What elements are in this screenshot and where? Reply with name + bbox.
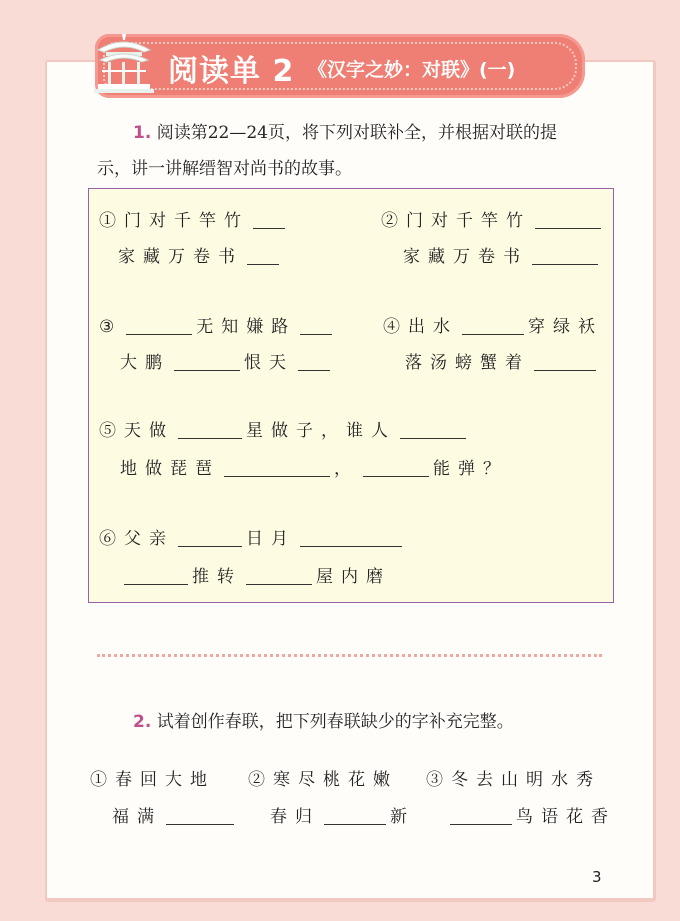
couplet-2-upper <box>381 206 605 231</box>
page-subtitle: 《汉字之妙：对联》(一) <box>308 59 516 81</box>
spring-3-lower-end: 鸟语花香 <box>516 807 616 827</box>
blank[interactable] <box>534 353 596 371</box>
couplet-6-upper <box>99 524 406 549</box>
couplet-6-upper-mid: 日月 <box>246 529 296 549</box>
question-2 <box>133 707 514 732</box>
blank[interactable] <box>462 317 524 335</box>
couplet-3-upper-pre: ③ <box>99 317 123 337</box>
couplet-2-lower-text: 家藏万卷书 <box>403 247 528 267</box>
spring-2-lower-end: 新 <box>390 807 415 827</box>
blank[interactable] <box>224 459 330 477</box>
couplet-5-lower-pre: 地做琵琶 <box>120 459 220 479</box>
couplet-4-lower <box>405 348 600 373</box>
couplet-5-upper-pre: ⑤天做 <box>99 421 174 441</box>
blank[interactable] <box>300 317 332 335</box>
couplet-1-lower-text: 家藏万卷书 <box>118 247 243 267</box>
question-2-number: 2. <box>133 712 152 732</box>
blank[interactable] <box>124 567 188 585</box>
couplet-6-lower <box>120 562 391 587</box>
question-1-line1: 阅读第22—24页，将下列对联补全，并根据对联的提 <box>156 123 557 143</box>
couplet-5-upper <box>99 416 470 441</box>
blank[interactable] <box>300 529 402 547</box>
couplet-1-upper-text: ①门对千竿竹 <box>99 211 249 231</box>
blank[interactable] <box>450 807 512 825</box>
spring-2-lower-pre: 春归 <box>270 807 320 827</box>
blank[interactable] <box>298 353 330 371</box>
spring-1-lower <box>112 802 238 827</box>
couplet-4-upper <box>383 312 603 337</box>
couplet-6-lower-end: 屋内磨 <box>316 567 391 587</box>
couplet-3-lower-pre: 大鹏 <box>120 353 170 373</box>
spring-3-lower <box>446 802 616 827</box>
question-1 <box>97 115 612 187</box>
couplet-3-lower <box>120 348 334 373</box>
blank[interactable] <box>247 247 279 265</box>
couplet-4-upper-mid: 穿绿袄 <box>528 317 603 337</box>
spring-2-upper: ②寒尽桃花嫩 <box>248 770 398 790</box>
couplet-6-lower-mid: 推转 <box>192 567 242 587</box>
question-1-number: 1. <box>133 123 152 143</box>
couplet-3-upper-mid: 无知嫌路 <box>196 317 297 337</box>
spring-1-upper: ①春回大地 <box>90 770 215 790</box>
blank[interactable] <box>246 567 312 585</box>
couplet-3-lower-mid: 恨天 <box>244 353 294 373</box>
spring-2-lower <box>270 802 415 827</box>
spring-1-lower-pre: 福满 <box>112 807 162 827</box>
blank[interactable] <box>324 807 386 825</box>
blank[interactable] <box>400 421 466 439</box>
blank[interactable] <box>166 807 234 825</box>
blank[interactable] <box>178 421 242 439</box>
couplet-5-lower-end: 能弹？ <box>433 459 508 479</box>
dotted-divider <box>97 654 602 657</box>
page-title: 阅读单 2 <box>168 54 295 89</box>
question-2-text: 试着创作春联，把下列春联缺少的字补充完整。 <box>156 712 514 732</box>
blank[interactable] <box>178 529 242 547</box>
blank[interactable] <box>174 353 240 371</box>
couplet-4-upper-pre: ④出水 <box>383 317 458 337</box>
couplet-2-lower <box>403 242 602 267</box>
couplet-4-lower-pre: 落汤螃蟹着 <box>405 353 530 373</box>
couplet-1-upper <box>99 206 289 231</box>
spring-3-upper: ③冬去山明水秀 <box>426 770 601 790</box>
pavilion-icon <box>92 30 156 96</box>
question-1-line2: 示，讲一讲解缙智对尚书的故事。 <box>97 159 352 179</box>
couplet-5-upper-mid: 星做子，谁人 <box>246 421 396 441</box>
couplet-5-lower-mid: ， <box>334 459 359 479</box>
blank[interactable] <box>363 459 429 477</box>
couplet-5-lower <box>120 454 508 479</box>
blank[interactable] <box>535 211 601 229</box>
couplet-1-lower <box>118 242 283 267</box>
blank[interactable] <box>532 247 598 265</box>
couplet-2-upper-text: ②门对千竿竹 <box>381 211 531 231</box>
couplet-3-upper <box>99 312 336 337</box>
blank[interactable] <box>253 211 285 229</box>
couplet-6-upper-pre: ⑥父亲 <box>99 529 174 549</box>
blank[interactable] <box>126 317 192 335</box>
page-number: 3 <box>592 868 602 886</box>
